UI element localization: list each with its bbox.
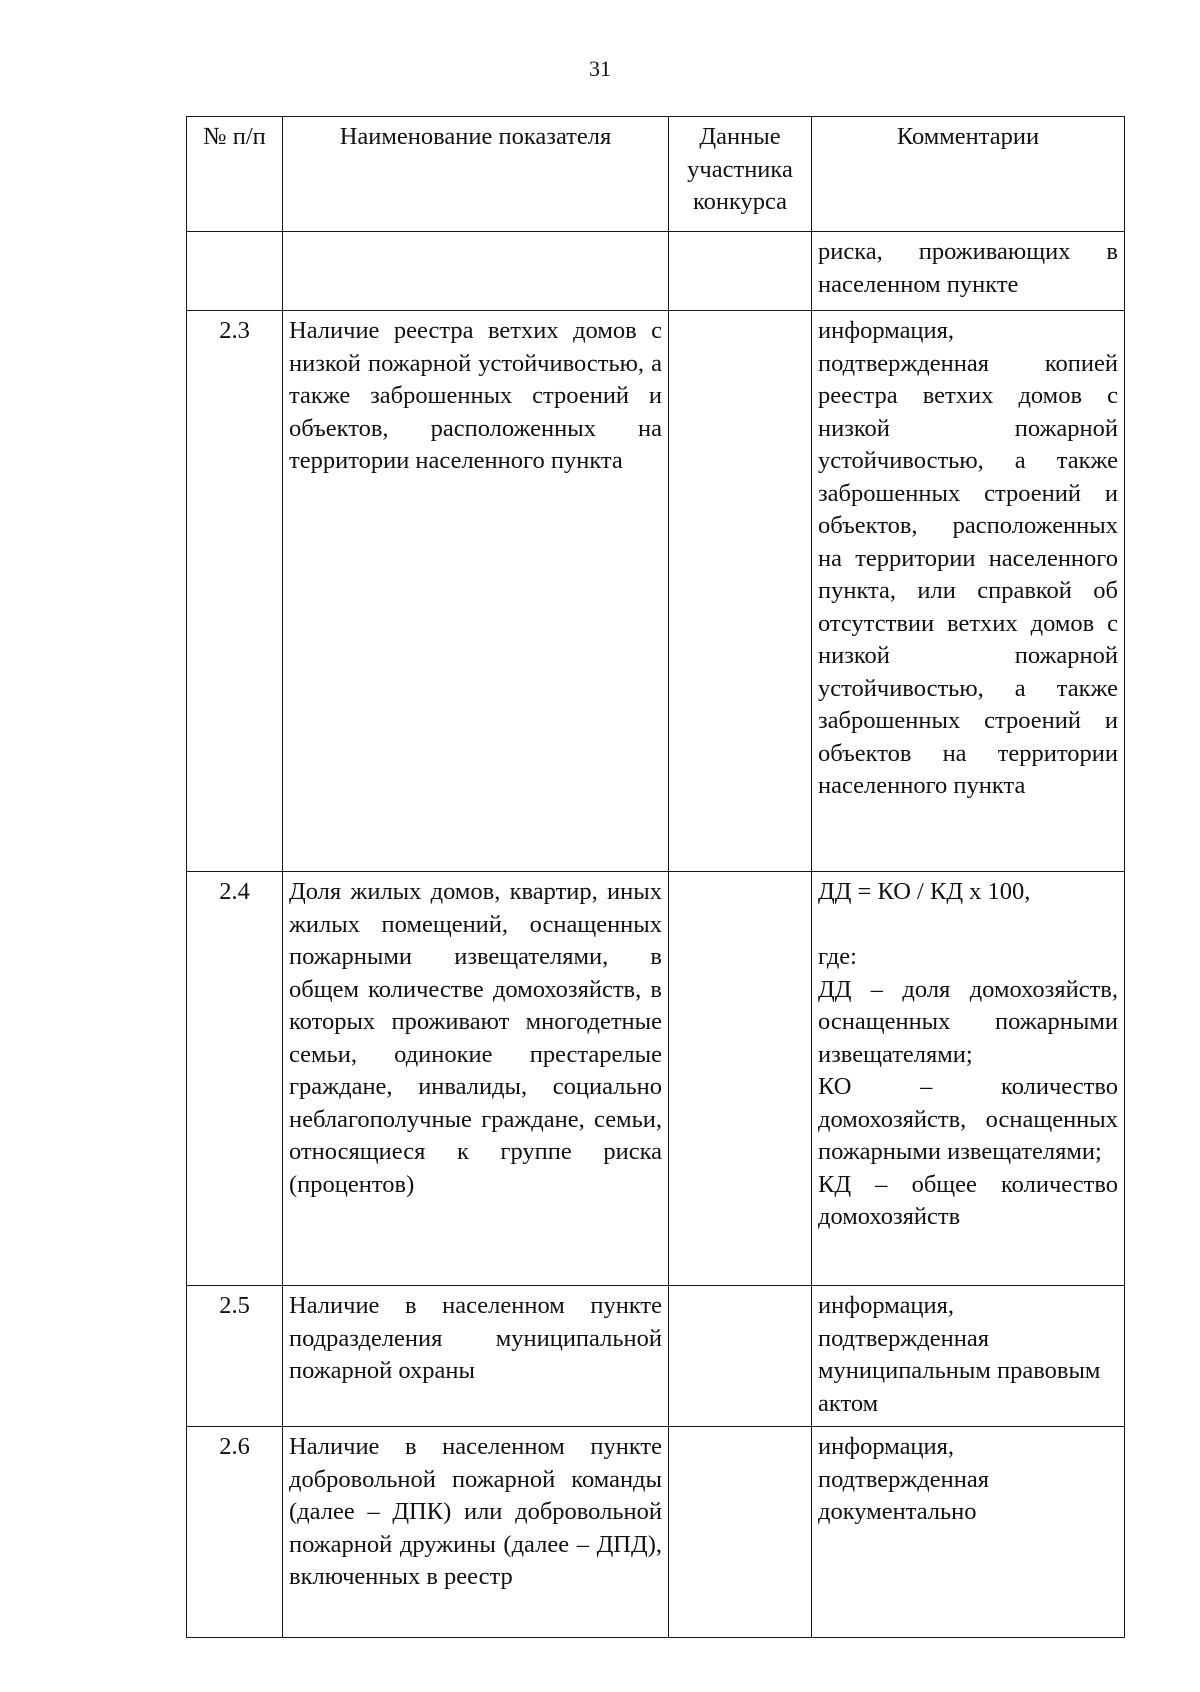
row-name: Наличие в населенном пункте добровольной пожарной команды (далее – ДПК) или добровольной пожарной дружины (далее – ДПД), включенных в реестр [283, 1427, 669, 1638]
spacer [818, 909, 1118, 942]
row-comment: информация, подтвержденная копией реестра ветхих домов с низкой пожарной устойчивостью, а также заброшенных строений и объектов, расположенных на территории населенного пункта, или справкой об отсутствии ветхих домов с низкой пожарной устойчивостью, а также заброшенных строений и объектов на территории населенного пункта [812, 311, 1125, 872]
formula-where: где: [818, 943, 857, 970]
formula-def-kd: КД – общее количество домохозяйств [818, 1170, 1118, 1230]
row-num: 2.5 [187, 1286, 283, 1427]
row-data [669, 311, 812, 872]
row-data [669, 872, 812, 1286]
indicators-table [186, 116, 1125, 1638]
row-comment [812, 872, 1125, 1286]
row-num [187, 232, 283, 311]
row-num: 2.4 [187, 872, 283, 1286]
formula: ДД = КО / КД х 100, [818, 878, 1031, 905]
header-num: № п/п [187, 117, 283, 232]
row-data [669, 232, 812, 311]
row-comment: информация, подтвержденная документально [812, 1427, 1125, 1638]
table-row [187, 311, 1125, 872]
row-name [283, 232, 669, 311]
row-comment: информация, подтвержденная муниципальным правовым актом [812, 1286, 1125, 1427]
page-number: 31 [589, 56, 611, 81]
table-row [187, 1427, 1125, 1638]
row-data [669, 1427, 812, 1638]
row-name: Доля жилых домов, квартир, иных жилых помещений, оснащенных пожарными извещателями, в общем количестве домохозяйств, в которых проживают многодетные семьи, одинокие престарелые граждане, инвалиды, социально неблагополучные граждане, семьи, относящиеся к группе риска (процентов) [283, 872, 669, 1286]
header-name: Наименование показателя [283, 117, 669, 232]
header-data: Данные участника конкурса [669, 117, 812, 232]
table-row [187, 1286, 1125, 1427]
row-num: 2.3 [187, 311, 283, 872]
table-row [187, 232, 1125, 311]
row-data [669, 1286, 812, 1427]
formula-def-dd: ДД – доля домохозяйств, оснащенных пожарными извещателями; [818, 975, 1118, 1068]
header-comment: Комментарии [812, 117, 1125, 232]
row-comment: риска, проживающих в населенном пункте [812, 232, 1125, 311]
table-row [187, 872, 1125, 1286]
formula-def-ko: КО – количество домохозяйств, оснащенных пожарными извещателями; [818, 1073, 1118, 1165]
row-num: 2.6 [187, 1427, 283, 1638]
row-name: Наличие реестра ветхих домов с низкой пожарной устойчивостью, а также заброшенных строений и объектов, расположенных на территории населенного пункта [283, 311, 669, 872]
row-name: Наличие в населенном пункте подразделения муниципальной пожарной охраны [283, 1286, 669, 1427]
table-header-row [187, 117, 1125, 232]
